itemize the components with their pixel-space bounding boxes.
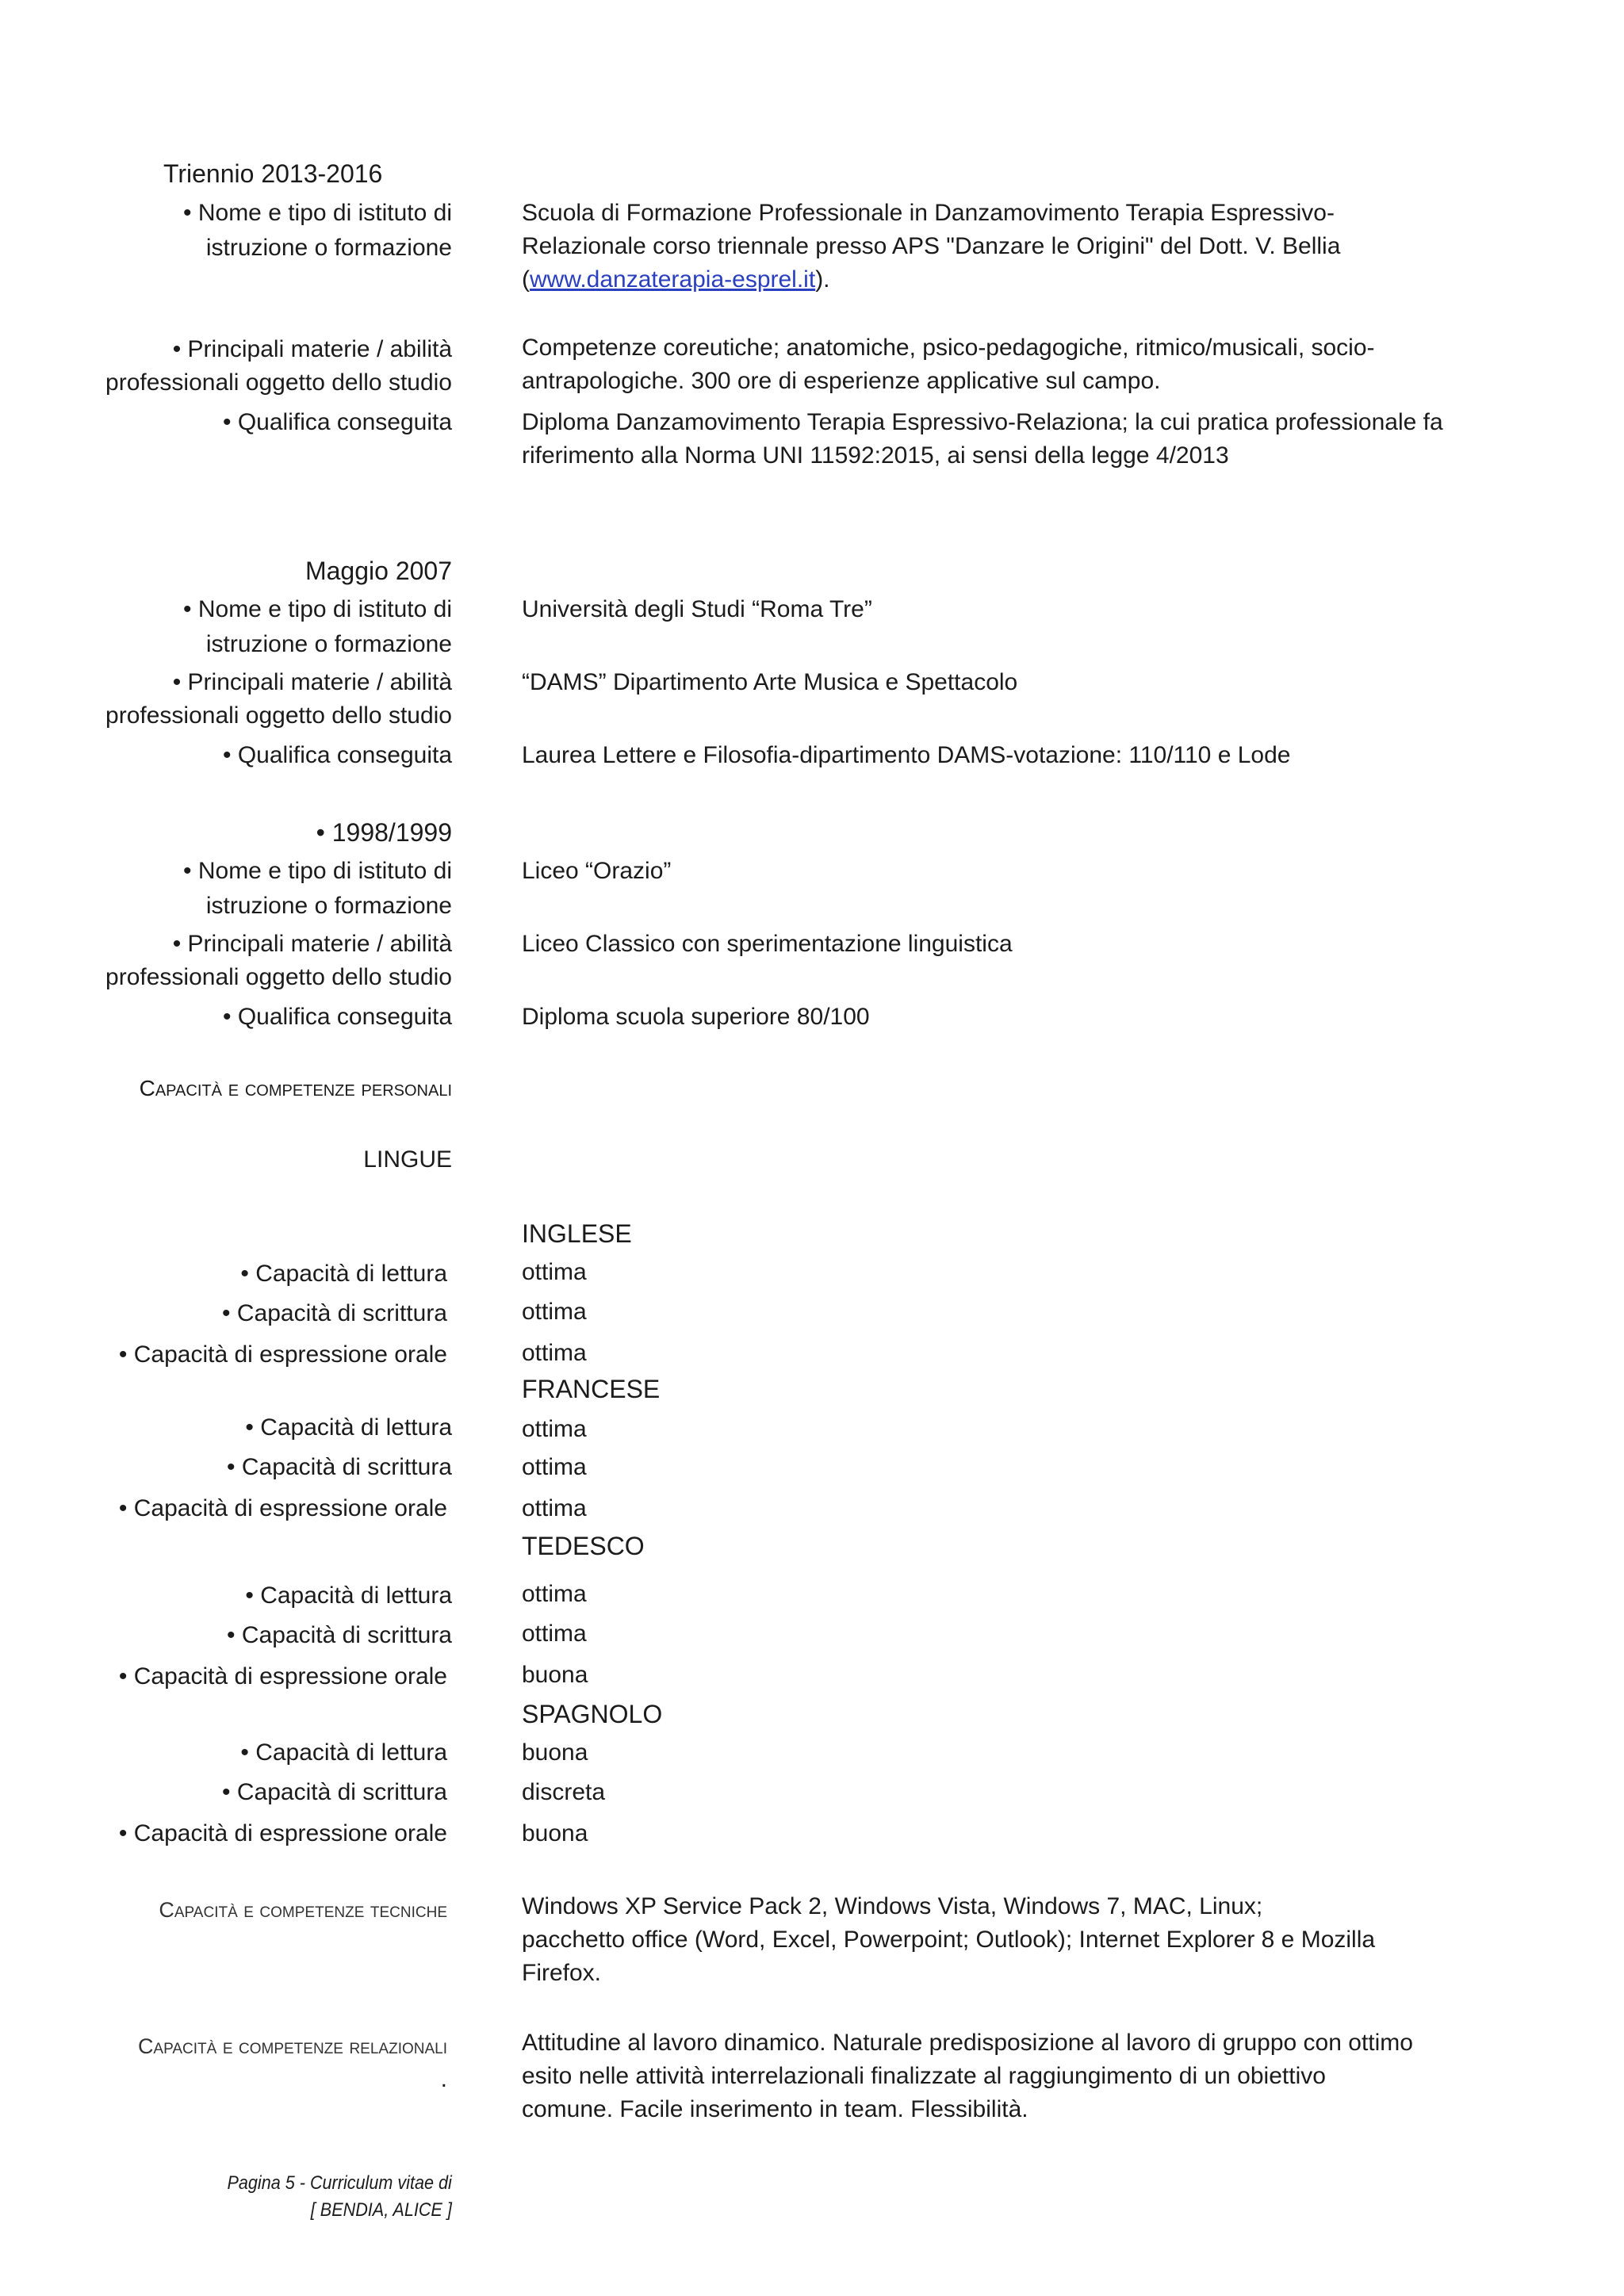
edu2-qual-label: • Qualifica conseguita <box>223 742 452 768</box>
language-speak-value: ottima <box>522 1340 587 1366</box>
relazionali-heading: Capacità e competenze relazionali <box>137 2034 447 2058</box>
language-speak-value: buona <box>522 1662 588 1688</box>
language-speak-value: ottima <box>522 1495 587 1521</box>
language-write-label: • Capacità di scrittura <box>222 1779 447 1805</box>
language-name: INGLESE <box>522 1219 632 1248</box>
edu2-name-value: Università degli Studi “Roma Tre” <box>522 596 872 622</box>
language-speak-label: • Capacità di espressione orale <box>118 1820 447 1846</box>
tecniche-heading: Capacità e competenze tecniche <box>159 1898 447 1922</box>
language-write-value: discreta <box>522 1779 606 1805</box>
website-link[interactable]: www.danzaterapia-esprel.it <box>530 266 816 293</box>
language-write-label: • Capacità di scrittura <box>227 1454 452 1480</box>
language-read-value: ottima <box>522 1581 587 1607</box>
language-speak-label: • Capacità di espressione orale <box>118 1341 447 1368</box>
language-speak-value: buona <box>522 1820 588 1846</box>
language-name: SPAGNOLO <box>522 1700 663 1728</box>
language-speak-label: • Capacità di espressione orale <box>118 1663 447 1689</box>
language-read-label: • Capacità di lettura <box>240 1739 447 1766</box>
language-write-label: • Capacità di scrittura <box>222 1300 447 1326</box>
edu3-subject-value: Liceo Classico con sperimentazione linguistica <box>522 931 1013 957</box>
language-read-label: • Capacità di lettura <box>245 1414 452 1441</box>
edu3-qual-value: Diploma scuola superiore 80/100 <box>522 1004 870 1030</box>
relazionali-dot: . <box>440 2066 447 2092</box>
language-read-value: ottima <box>522 1416 587 1442</box>
edu2-subject-value: “DAMS” Dipartimento Arte Musica e Spettacolo <box>522 669 1018 695</box>
language-write-label: • Capacità di scrittura <box>227 1622 452 1648</box>
edu3-date: • 1998/1999 <box>316 818 452 847</box>
lingue-heading: LINGUE <box>363 1146 452 1173</box>
edu1-qual-label: • Qualifica conseguita <box>223 409 452 435</box>
language-name: FRANCESE <box>522 1375 661 1403</box>
edu1-date: Triennio 2013-2016 <box>163 159 383 188</box>
edu2-date: Maggio 2007 <box>304 557 452 585</box>
edu3-name-value: Liceo “Orazio” <box>522 858 672 884</box>
language-write-value: ottima <box>522 1454 587 1480</box>
language-read-label: • Capacità di lettura <box>240 1261 447 1287</box>
edu3-qual-label: • Qualifica conseguita <box>223 1004 452 1030</box>
language-write-value: ottima <box>522 1299 587 1325</box>
language-read-label: • Capacità di lettura <box>245 1582 452 1609</box>
language-read-value: ottima <box>522 1259 587 1285</box>
personal-heading: Capacità e competenze personali <box>139 1076 452 1100</box>
language-read-value: buona <box>522 1739 588 1766</box>
language-name: TEDESCO <box>522 1532 645 1560</box>
language-speak-label: • Capacità di espressione orale <box>118 1495 447 1521</box>
edu2-qual-value: Laurea Lettere e Filosofia-dipartimento DAMS-votazione: 110/110 e Lode <box>522 742 1291 768</box>
language-write-value: ottima <box>522 1621 587 1647</box>
